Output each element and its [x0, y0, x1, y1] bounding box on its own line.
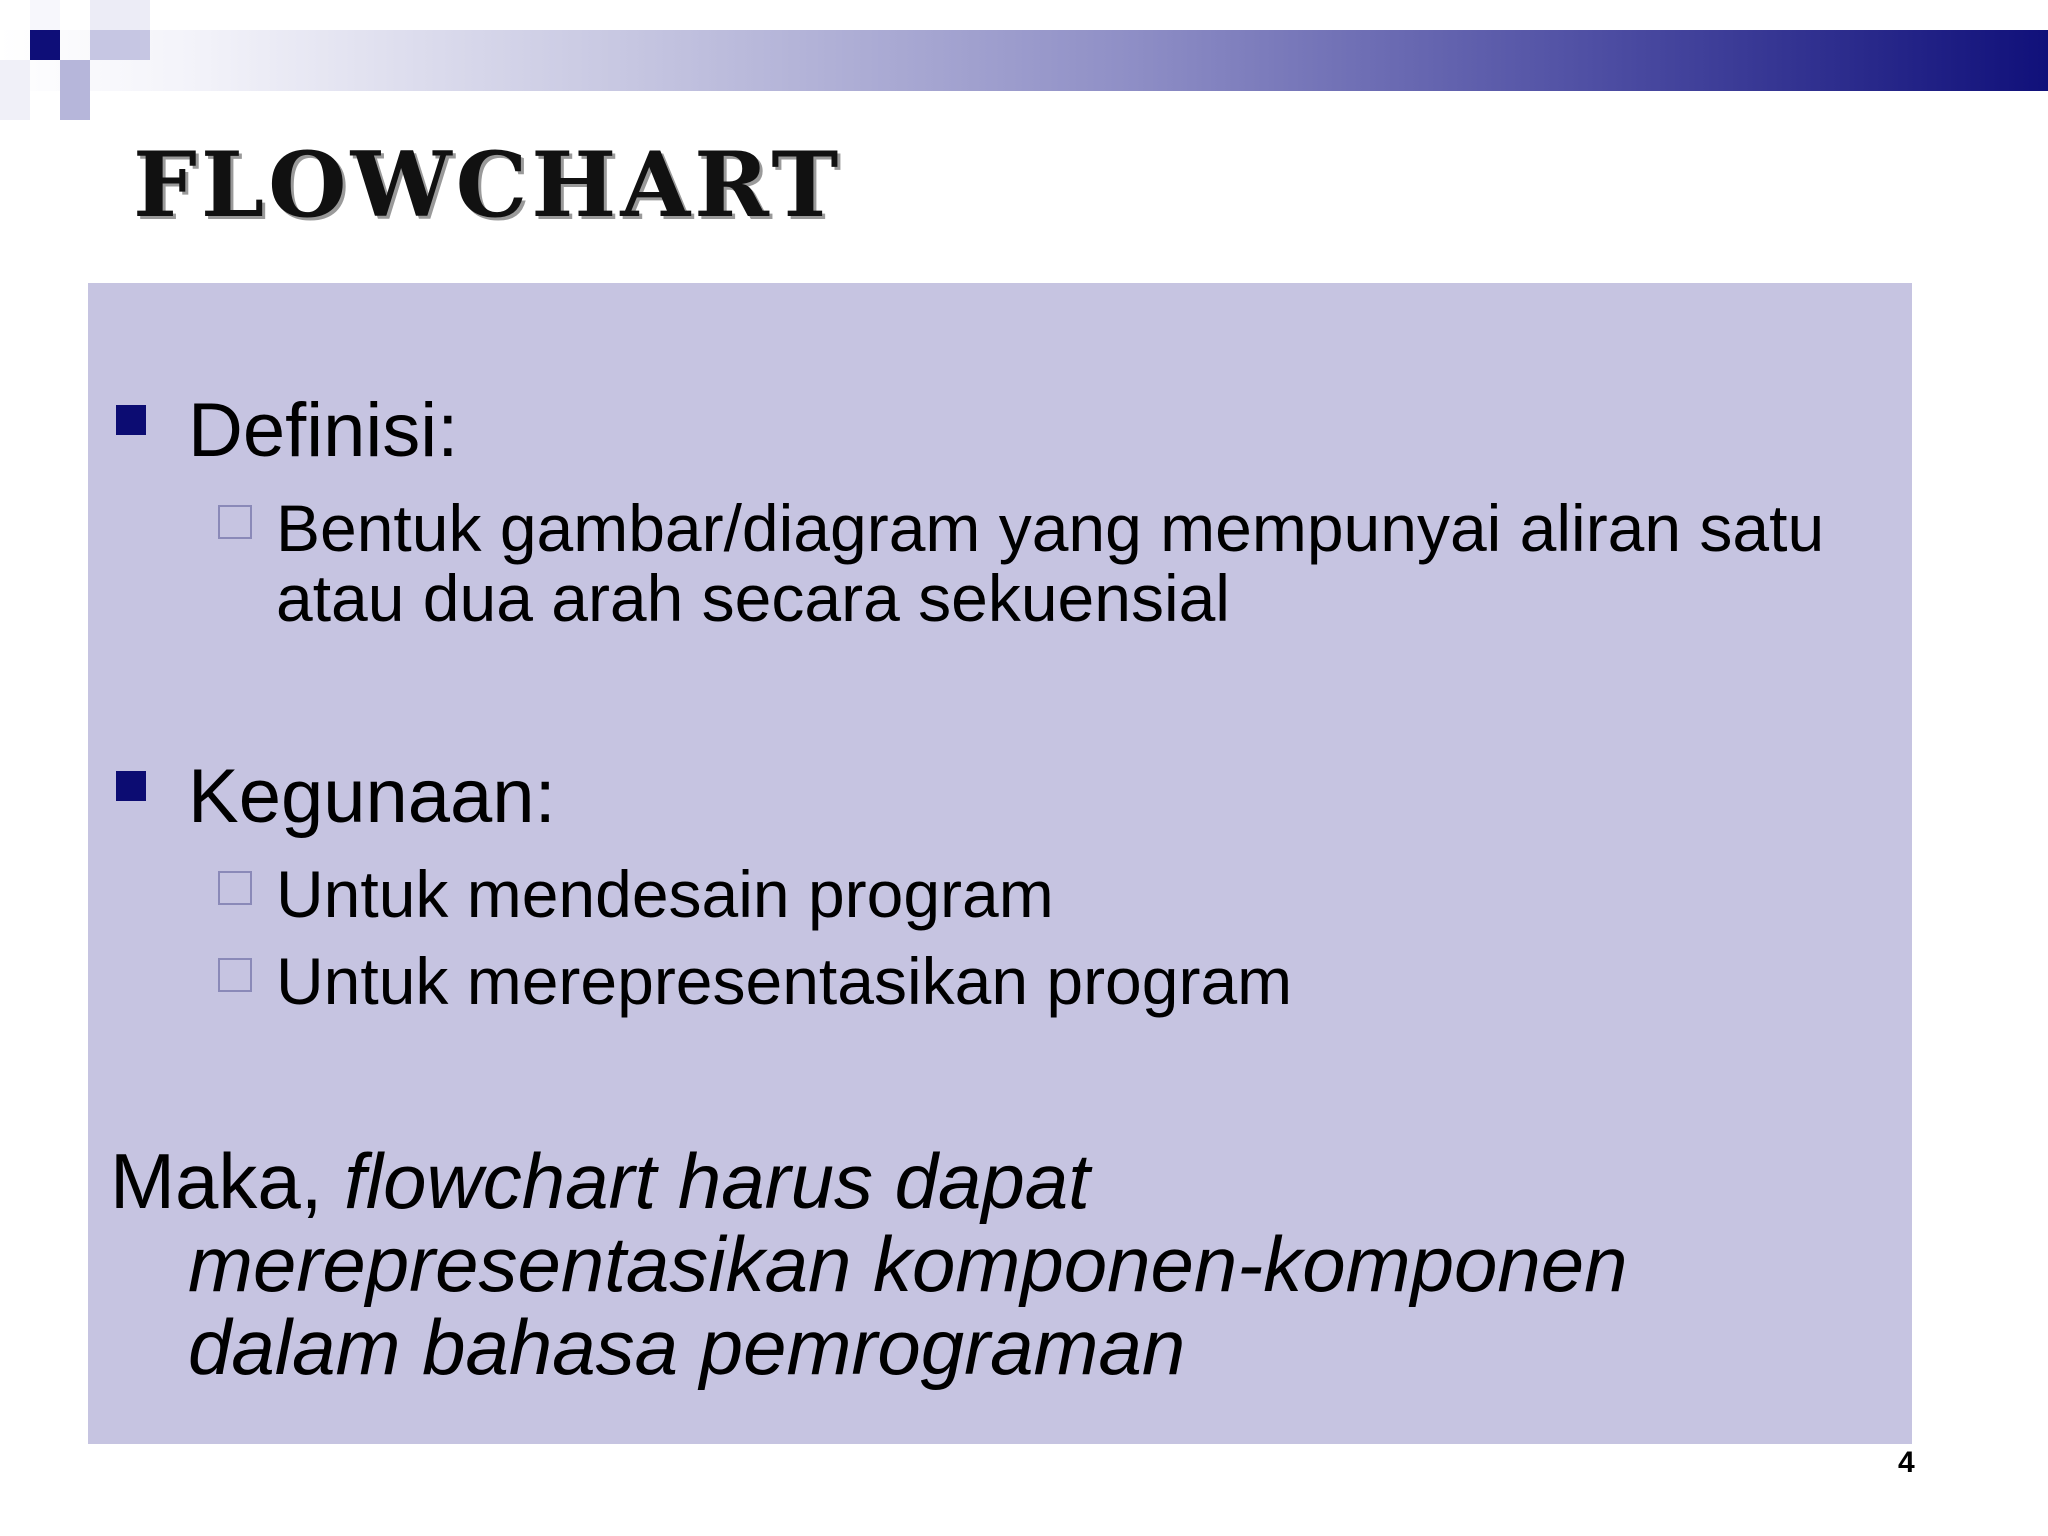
- decorative-square: [30, 0, 60, 30]
- conclusion-emphasis: dalam bahasa pemrograman: [188, 1303, 1186, 1391]
- decorative-square: [0, 60, 30, 120]
- decorative-square: [90, 0, 150, 30]
- slide-title: FLOWCHART: [133, 132, 843, 238]
- hollow-square-bullet-icon: [218, 871, 252, 905]
- square-bullet-icon: [116, 771, 146, 801]
- hollow-square-bullet-icon: [218, 958, 252, 992]
- conclusion-emphasis: flowchart harus dapat: [344, 1137, 1090, 1225]
- conclusion-emphasis: merepresentasikan komponen-komponen: [188, 1220, 1628, 1308]
- decorative-square: [30, 30, 60, 60]
- definisi-item: Bentuk gambar/diagram yang mempunyai aliran satu atau dua arah secara sekuensial: [276, 491, 1825, 635]
- conclusion-text: [110, 1137, 1810, 1391]
- hollow-square-bullet-icon: [218, 505, 252, 539]
- header-gradient-band: [0, 30, 2048, 91]
- page-number: 4: [1898, 1446, 1915, 1479]
- section-heading-kegunaan: Kegunaan:: [188, 754, 556, 839]
- kegunaan-item: Untuk merepresentasikan program: [276, 944, 1293, 1018]
- decorative-square: [60, 60, 90, 120]
- section-heading-definisi: Definisi:: [188, 388, 459, 473]
- square-bullet-icon: [116, 405, 146, 435]
- conclusion-lead: Maka,: [110, 1137, 345, 1225]
- kegunaan-item: Untuk mendesain program: [276, 857, 1054, 931]
- decorative-square: [90, 30, 150, 60]
